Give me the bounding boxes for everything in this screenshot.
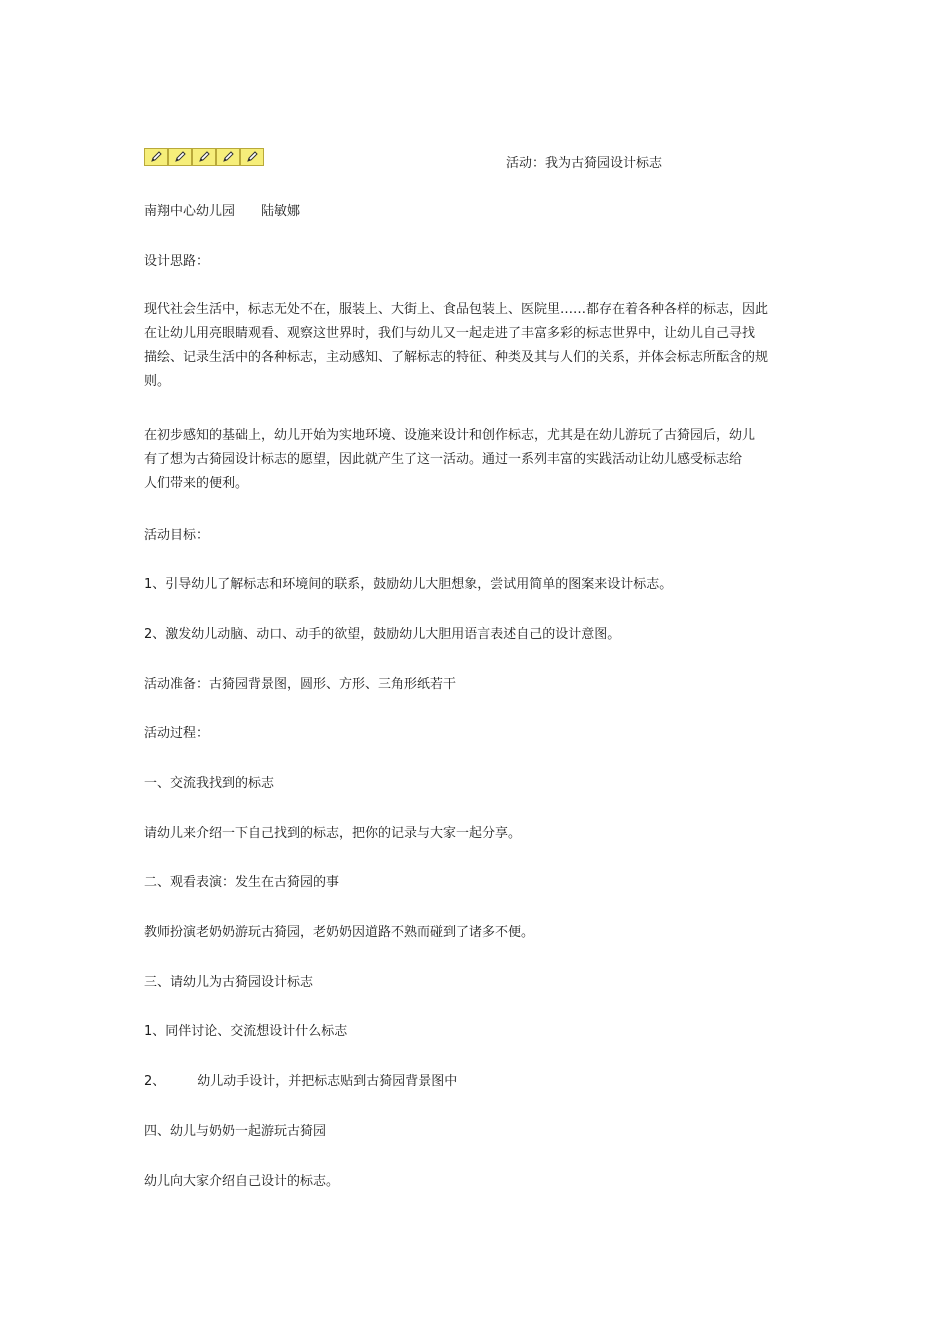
goal-item-1: 1、引导幼儿了解标志和环境间的联系，鼓励幼儿大胆想象，尝试用简单的图案来设计标志。 — [144, 577, 673, 592]
paragraph-line: 则。 — [144, 374, 171, 389]
pencil-icon — [168, 148, 192, 166]
paragraph-line: 有了想为古猗园设计标志的愿望，因此就产生了这一活动。通过一系列丰富的实践活动让幼儿感受标志给 — [144, 452, 743, 467]
step-3-item-2 — [144, 1070, 457, 1094]
pencil-icon — [216, 148, 240, 166]
pencil-icon — [144, 148, 168, 166]
page-title: 活动：我为古猗园设计标志 — [506, 156, 663, 171]
school-name: 南翔中心幼儿园 — [144, 204, 236, 219]
step-2-title: 二、观看表演：发生在古猗园的事 — [144, 875, 340, 890]
paragraph-line: 现代社会生活中，标志无处不在，服装上、大街上、食品包装上、医院里……都存在着各种各样的标志，因此 — [144, 302, 769, 317]
list-number: 2、 — [144, 1074, 166, 1089]
author-name: 陆敏娜 — [261, 204, 301, 219]
step-4-text: 幼儿向大家介绍自己设计的标志。 — [144, 1174, 340, 1189]
author-line — [144, 200, 300, 224]
list-text: 幼儿动手设计，并把标志贴到古猗园背景图中 — [197, 1074, 458, 1089]
design-idea-heading: 设计思路： — [144, 254, 210, 269]
design-idea-paragraph-1 — [144, 298, 812, 394]
pencil-icon — [192, 148, 216, 166]
step-3-title: 三、请幼儿为古猗园设计标志 — [144, 975, 314, 990]
paragraph-line: 在让幼儿用亮眼睛观看、观察这世界时，我们与幼儿又一起走进了丰富多彩的标志世界中，让幼儿自己寻找 — [144, 326, 756, 341]
step-1-title: 一、交流我找到的标志 — [144, 776, 275, 791]
goals-heading: 活动目标： — [144, 528, 210, 543]
preparation-line: 活动准备：古猗园背景图，圆形、方形、三角形纸若干 — [144, 677, 457, 692]
step-2-text: 教师扮演老奶奶游玩古猗园，老奶奶因道路不熟而碰到了诸多不便。 — [144, 925, 535, 940]
goal-item-2: 2、激发幼儿动脑、动口、动手的欲望，鼓励幼儿大胆用语言表述自己的设计意图。 — [144, 627, 621, 642]
pencil-icon — [240, 148, 264, 166]
step-1-text: 请幼儿来介绍一下自己找到的标志，把你的记录与大家一起分享。 — [144, 826, 522, 841]
process-heading: 活动过程： — [144, 726, 210, 741]
decorative-banner — [144, 148, 264, 166]
step-4-title: 四、幼儿与奶奶一起游玩古猗园 — [144, 1124, 327, 1139]
step-3-item-1: 1、同伴讨论、交流想设计什么标志 — [144, 1024, 348, 1039]
design-idea-paragraph-2 — [144, 424, 812, 496]
paragraph-line: 描绘、记录生活中的各种标志，主动感知、了解标志的特征、种类及其与人们的关系，并体会标志所酝含的规 — [144, 350, 769, 365]
paragraph-line: 在初步感知的基础上，幼儿开始为实地环境、设施来设计和创作标志，尤其是在幼儿游玩了古猗园后，幼儿 — [144, 428, 756, 443]
paragraph-line: 人们带来的便利。 — [144, 476, 249, 491]
